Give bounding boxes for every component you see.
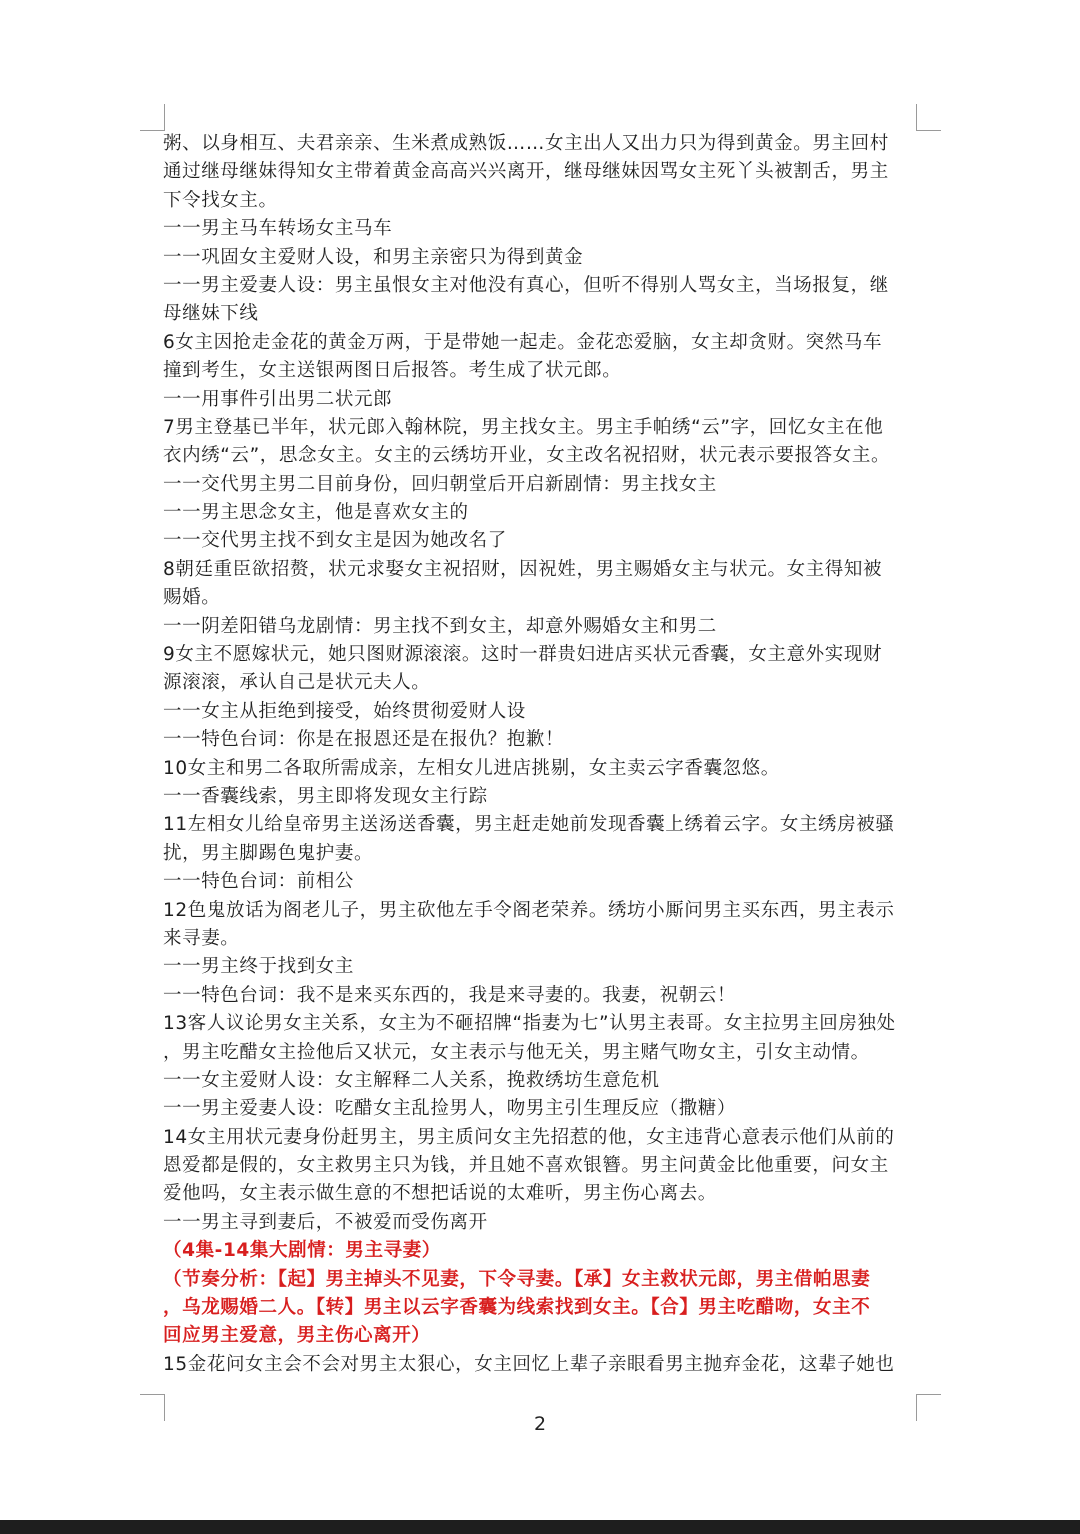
text-line: 源滚滚，承认自己是状元夫人。 (163, 672, 431, 694)
text-line: 一一男主终于找到女主 (163, 956, 355, 978)
text-line: 母继妹下线 (163, 303, 259, 325)
text-line: 一一男主爱妻人设：吃醋女主乱捡男人，吻男主引生理反应（撒糖） (163, 1098, 737, 1120)
text-line: 一一交代男主男二目前身份，回归朝堂后开启新剧情：男主找女主 (163, 473, 717, 495)
text-line: 一一香囊线索，男主即将发现女主行踪 (163, 785, 488, 807)
text-line: 12色鬼放话为阁老儿子，男主砍他左手令阁老荣养。绣坊小厮问男主买东西，男主表示 (163, 899, 895, 921)
text-line: 来寻妻。 (163, 927, 240, 949)
document-body-text (163, 130, 919, 1379)
text-line: 7男主登基已半年，状元郎入翰林院，男主找女主。男主手帕绣“云”字，回忆女主在他 (163, 416, 884, 438)
text-line: 14女主用状元妻身份赶男主，男主质问女主先招惹的他，女主违背心意表示他们从前的 (163, 1126, 895, 1148)
text-line: 一一男主思念女主，他是喜欢女主的 (163, 502, 469, 524)
page-number: 2 (533, 1413, 547, 1435)
text-line: 一一特色台词：前相公 (163, 871, 355, 893)
text-line: 一一用事件引出男二状元郎 (163, 388, 393, 410)
text-line: 一一男主寻到妻后，不被爱而受伤离开 (163, 1211, 488, 1233)
text-line: 13客人议论男女主关系，女主为不砸招牌“指妻为七”认男主表哥。女主拉男主回房独处 (163, 1013, 896, 1035)
text-line: 一一女主爱财人设：女主解释二人关系，挽救绣坊生意危机 (163, 1069, 660, 1091)
text-line: 一一男主爱妻人设：男主虽恨女主对他没有真心，但听不得别人骂女主，当场报复，继 (163, 274, 889, 296)
text-line: 9女主不愿嫁状元，她只图财源滚滚。这时一群贵妇进店买状元香囊，女主意外实现财 (163, 644, 883, 666)
highlight-text-line: 回应男主爱意，男主伤心离开） (163, 1325, 431, 1347)
bottom-bar (0, 1520, 1080, 1534)
text-line: 通过继母继妹得知女主带着黄金高高兴兴离开，继母继妹因骂女主死丫头被割舌，男主 (163, 161, 889, 183)
text-line: 衣内绣“云”，思念女主。女主的云绣坊开业，女主改名祝招财，状元表示要报答女主。 (163, 445, 891, 467)
text-line: 下令找女主。 (163, 189, 278, 211)
text-line: 6女主因抢走金花的黄金万两，于是带她一起走。金花恋爱脑，女主却贪财。突然马车 (163, 331, 883, 353)
text-line: 一一男主马车转场女主马车 (163, 218, 393, 240)
margin-corner-mark (140, 104, 165, 131)
text-line: 粥、以身相互、夫君亲亲、生米煮成熟饭……女主出人又出力只为得到黄金。男主回村 (163, 133, 889, 154)
text-line: 一一女主从拒绝到接受，始终贯彻爱财人设 (163, 700, 526, 722)
text-line: 一一交代男主找不到女主是因为她改名了 (163, 530, 507, 552)
text-line: 一一特色台词：我不是来买东西的，我是来寻妻的。我妻，祝朝云！ (163, 984, 737, 1006)
text-line: 15金花问女主会不会对男主太狠心，女主回忆上辈子亲眼看男主抛弃金花，这辈子她也 (163, 1353, 895, 1375)
highlight-text-line: ，乌龙赐婚二人。【转】男主以云字香囊为线索找到女主。【合】男主吃醋吻，女主不 (163, 1297, 871, 1319)
text-line: 一一阴差阳错乌龙剧情：男主找不到女主，却意外赐婚女主和男二 (163, 615, 717, 637)
text-line: ，男主吃醋女主捡他后又状元，女主表示与他无关，男主赌气吻女主，引女主动情。 (163, 1041, 870, 1063)
text-line: 8朝廷重臣欲招赘，状元求娶女主祝招财，因祝姓，男主赐婚女主与状元。女主得知被 (163, 558, 883, 580)
text-line: 扰，男主脚踢色鬼护妻。 (163, 842, 374, 864)
text-line: 撞到考生，女主送银两图日后报答。考生成了状元郎。 (163, 360, 622, 382)
text-line: 一一特色台词：你是在报恩还是在报仇？抱歉！ (163, 729, 565, 751)
text-line: 爱他吗，女主表示做生意的不想把话说的太难听，男主伤心离去。 (163, 1183, 717, 1205)
text-line: 10女主和男二各取所需成亲，左相女儿进店挑剔，女主卖云字香囊忽悠。 (163, 757, 780, 779)
text-line: 赐婚。 (163, 587, 221, 609)
margin-corner-mark (916, 104, 941, 131)
highlight-text-line: （节奏分析：【起】男主掉头不见妻，下令寻妻。【承】女主救状元郎，男主借帕思妻 (163, 1268, 871, 1290)
text-line: 一一巩固女主爱财人设，和男主亲密只为得到黄金 (163, 246, 584, 268)
highlight-text-line: （4集-14集大剧情：男主寻妻） (163, 1240, 441, 1262)
text-line: 恩爱都是假的，女主救男主只为钱，并且她不喜欢银簪。男主问黄金比他重要，问女主 (163, 1155, 889, 1177)
text-line: 11左相女儿给皇帝男主送汤送香囊，男主赶走她前发现香囊上绣着云字。女主绣房被骚 (163, 814, 895, 836)
